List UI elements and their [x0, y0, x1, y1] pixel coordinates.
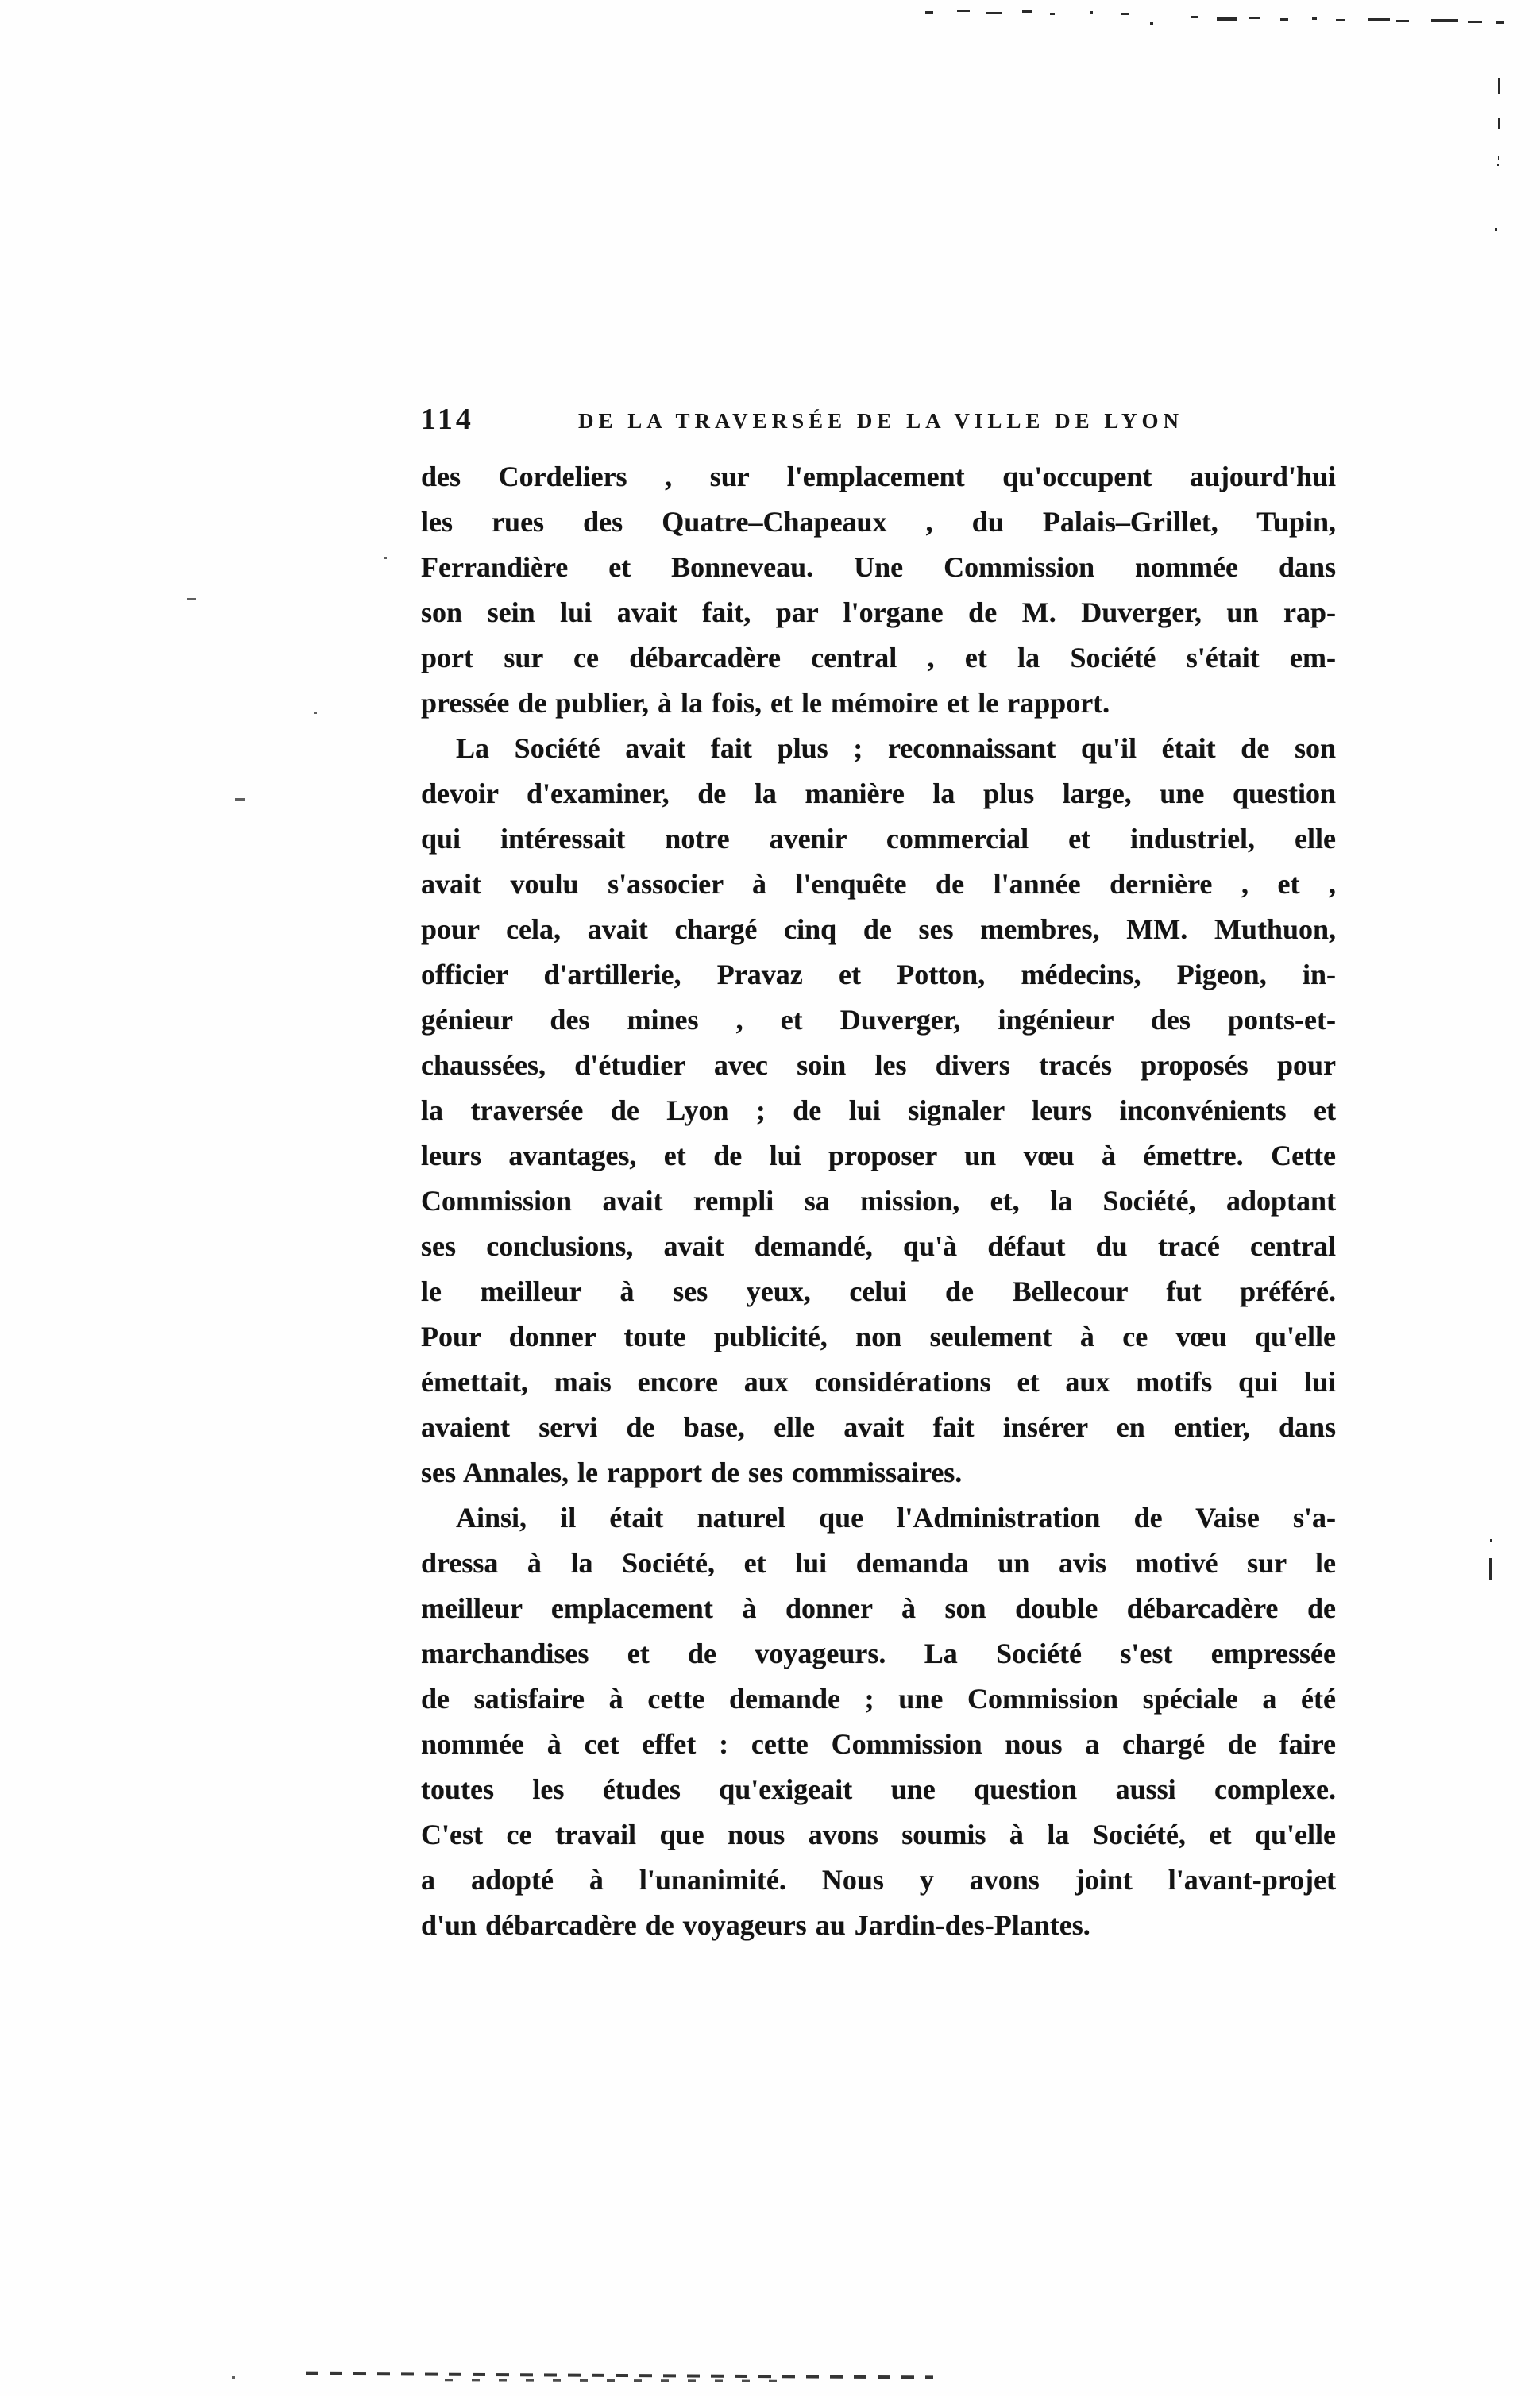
- text-line: de satisfaire à cette demande ; une Commission spéciale a été: [421, 1683, 1336, 1715]
- body-text: [421, 454, 1336, 1948]
- text-line: ses conclusions, avait demandé, qu'à défaut du tracé central: [421, 1230, 1336, 1262]
- text-line: pour cela, avait chargé cinq de ses membres, MM. Muthuon,: [421, 913, 1336, 945]
- text-line: génieur des mines , et Duverger, ingénieur des ponts-et-: [421, 1004, 1336, 1036]
- text-line: meilleur emplacement à donner à son double débarcadère de: [421, 1592, 1336, 1624]
- text-line: émettait, mais encore aux considérations et aux motifs qui lui: [421, 1366, 1336, 1398]
- text-line: la traversée de Lyon ; de lui signaler leurs inconvénients et: [421, 1094, 1336, 1126]
- text-line: le meilleur à ses yeux, celui de Bellecour fut préféré.: [421, 1275, 1336, 1307]
- text-line: qui intéressait notre avenir commercial et industriel, elle: [421, 823, 1336, 855]
- text-line: ses Annales, le rapport de ses commissaires.: [421, 1457, 963, 1488]
- text-line: son sein lui avait fait, par l'organe de M. Duverger, un rap-: [421, 596, 1336, 628]
- text-line: d'un débarcadère de voyageurs au Jardin-des-Plantes.: [421, 1909, 1090, 1941]
- text-line: toutes les études qu'exigeait une question aussi complexe.: [421, 1773, 1336, 1805]
- text-line: Ainsi, il était naturel que l'Administration de Vaise s'a-: [456, 1502, 1336, 1534]
- running-title: DE LA TRAVERSÉE DE LA VILLE DE LYON: [578, 409, 1183, 433]
- text-line: nommée à cet effet : cette Commission nous a chargé de faire: [421, 1728, 1336, 1760]
- text-line: a adopté à l'unanimité. Nous y avons joint l'avant-projet: [421, 1864, 1336, 1896]
- text-line: Pour donner toute publicité, non seulement à ce vœu qu'elle: [421, 1321, 1336, 1352]
- text-line: pressée de publier, à la fois, et le mémoire et le rapport.: [421, 687, 1110, 719]
- text-line: La Société avait fait plus ; reconnaissant qu'il était de son: [456, 732, 1336, 764]
- text-line: avait voulu s'associer à l'enquête de l'année dernière , et ,: [421, 868, 1336, 900]
- text-line: chaussées, d'étudier avec soin les divers tracés proposés pour: [421, 1049, 1336, 1081]
- text-line: Commission avait rempli sa mission, et, la Société, adoptant: [421, 1185, 1336, 1217]
- text-line: Ferrandière et Bonneveau. Une Commission nommée dans: [421, 551, 1336, 583]
- text-line: marchandises et de voyageurs. La Société s'est empressée: [421, 1638, 1336, 1669]
- text-line: officier d'artillerie, Pravaz et Potton, médecins, Pigeon, in-: [421, 959, 1336, 990]
- text-line: devoir d'examiner, de la manière la plus large, une question: [421, 777, 1336, 809]
- text-line: leurs avantages, et de lui proposer un vœu à émettre. Cette: [421, 1140, 1336, 1171]
- text-line: des Cordeliers , sur l'emplacement qu'occupent aujourd'hui: [421, 461, 1336, 492]
- page-number: 114: [421, 403, 474, 436]
- text-line: les rues des Quatre–Chapeaux , du Palais–Grillet, Tupin,: [421, 506, 1336, 538]
- running-header: [421, 402, 1336, 442]
- text-line: port sur ce débarcadère central , et la Société s'était em-: [421, 642, 1336, 673]
- text-line: dressa à la Société, et lui demanda un avis motivé sur le: [421, 1547, 1336, 1579]
- text-line: avaient servi de base, elle avait fait insérer en entier, dans: [421, 1411, 1336, 1443]
- text-line: C'est ce travail que nous avons soumis à la Société, et qu'elle: [421, 1819, 1336, 1850]
